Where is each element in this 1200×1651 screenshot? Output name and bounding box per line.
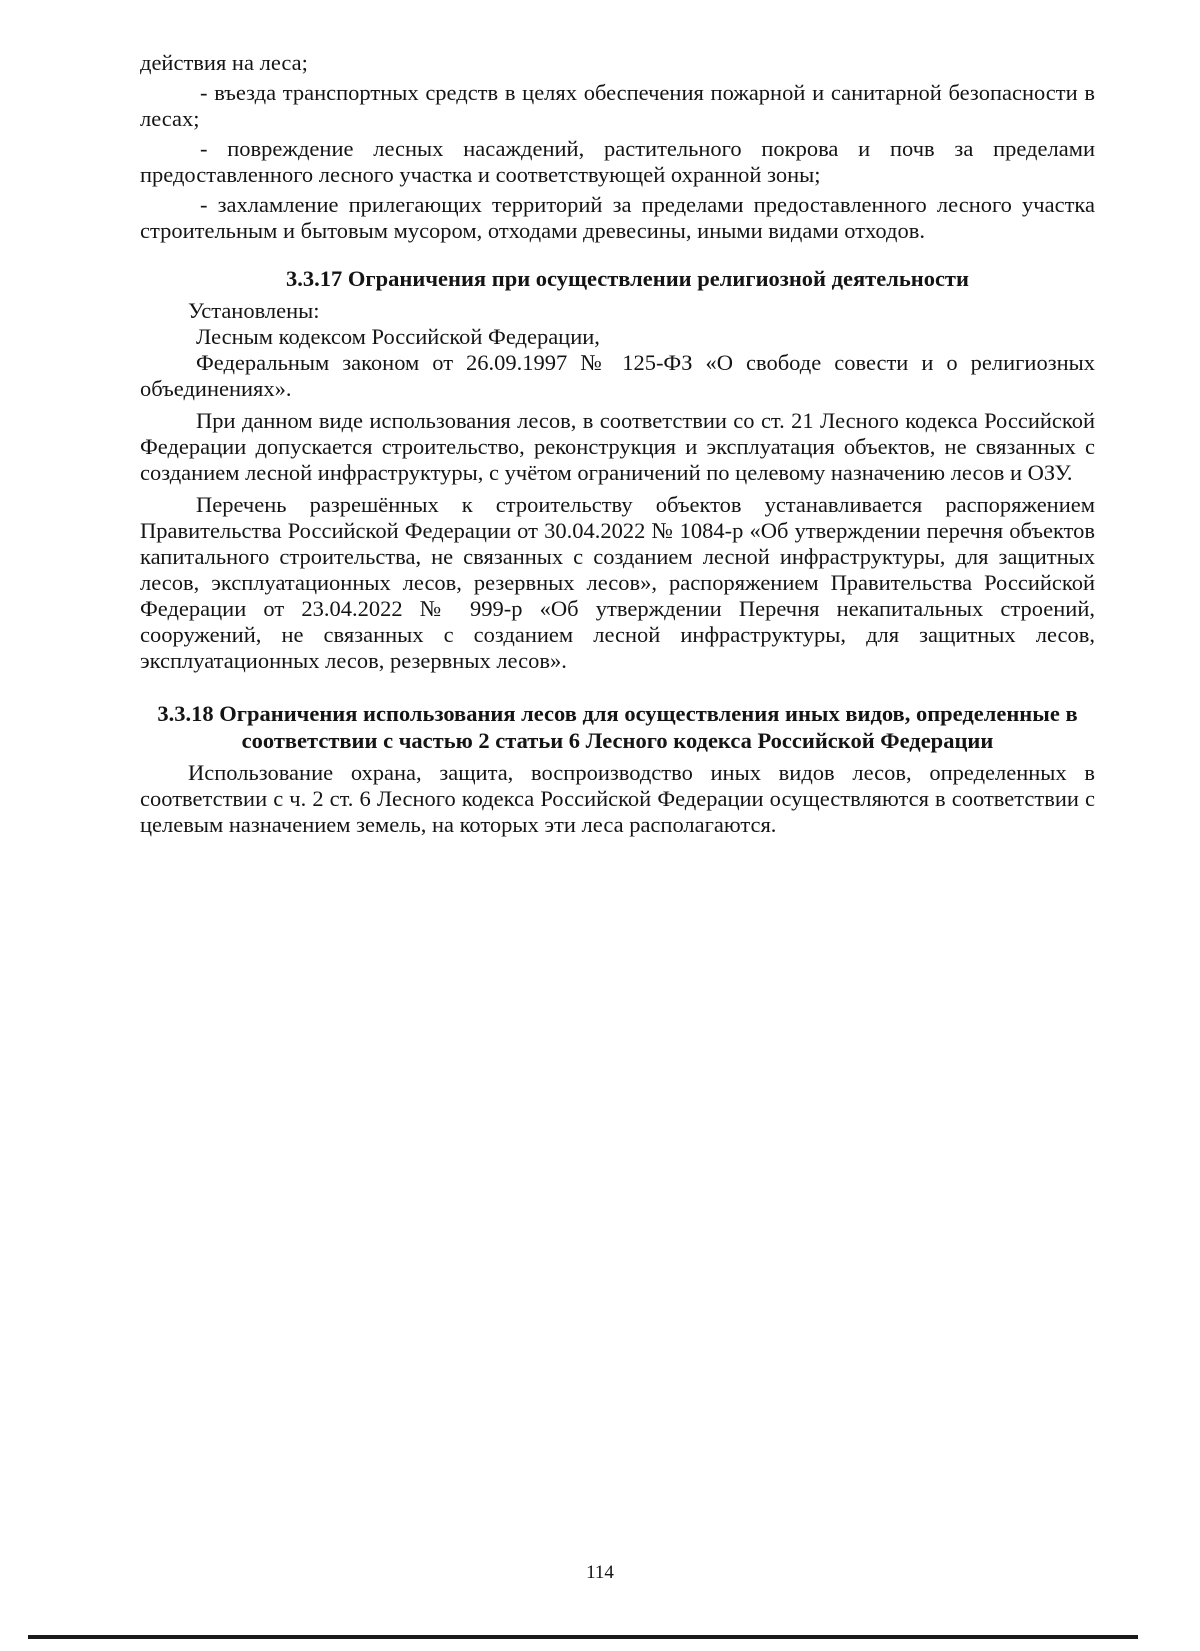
source-federal-law: Федеральным законом от 26.09.1997 № 125-ФЗ «О свободе совести и о религиозных объединениях». — [140, 350, 1095, 401]
source-forest-code: Лесным кодексом Российской Федерации, — [196, 324, 600, 349]
list-item: - въезда транспортных средств в целях обеспечения пожарной и санитарной безопасности в лесах; — [140, 80, 1095, 131]
section-3-3-17 — [140, 266, 1095, 674]
paragraph: Перечень разрешённых к строительству объектов устанавливается распоряжением Правительства Российской Федерации от 30.04.2022 № 1084-р «Об утверждении перечня объектов капитального строительства, не связанных с созданием лесной инфраструктуры, для защитных лесов, эксплуатационных лесов, резервных лесов», распоряжением Правительства Российской Федерации от 23.04.2022 № 999-р «Об утверждении Перечня некапитальных строений, сооружений, не связанных с созданием лесной инфраструктуры, для защитных лесов, эксплуатационных лесов, резервных лесов». — [140, 492, 1095, 673]
section-heading: 3.3.18 Ограничения использования лесов для осуществления иных видов, определенные в соответствии с частью 2 статьи 6 Лесного кодекса Российской Федерации — [157, 701, 1078, 753]
list-item: - захламление прилегающих территорий за пределами предоставленного лесного участка строительным и бытовым мусором, отходами древесины, иными видами отходов. — [140, 192, 1095, 243]
page-number: 114 — [586, 1562, 614, 1583]
page-content — [140, 50, 1095, 838]
established-label: Установлены: — [188, 298, 320, 323]
scan-edge-line — [28, 1635, 1138, 1639]
section-heading: 3.3.17 Ограничения при осуществлении религиозной деятельности — [286, 266, 969, 291]
paragraph: Использование охрана, защита, воспроизводство иных видов лесов, определенных в соответствии с ч. 2 ст. 6 Лесного кодекса Российской Федерации осуществляются в соответствии с целевым назначением земель, на которых эти леса располагаются. — [140, 760, 1095, 837]
list-item: действия на леса; — [140, 50, 308, 75]
paragraph: При данном виде использования лесов, в соответствии со ст. 21 Лесного кодекса Российской Федерации допускается строительство, реконструкция и эксплуатация объектов, не связанных с созданием лесной инфраструктуры, с учётом ограничений по целевому назначению лесов и ОЗУ. — [140, 408, 1095, 485]
restrictions-list — [140, 50, 1095, 244]
section-3-3-18 — [140, 700, 1095, 838]
list-item: - повреждение лесных насаждений, растительного покрова и почв за пределами предоставленного лесного участка и соответствующей охранной зоны; — [140, 136, 1095, 187]
